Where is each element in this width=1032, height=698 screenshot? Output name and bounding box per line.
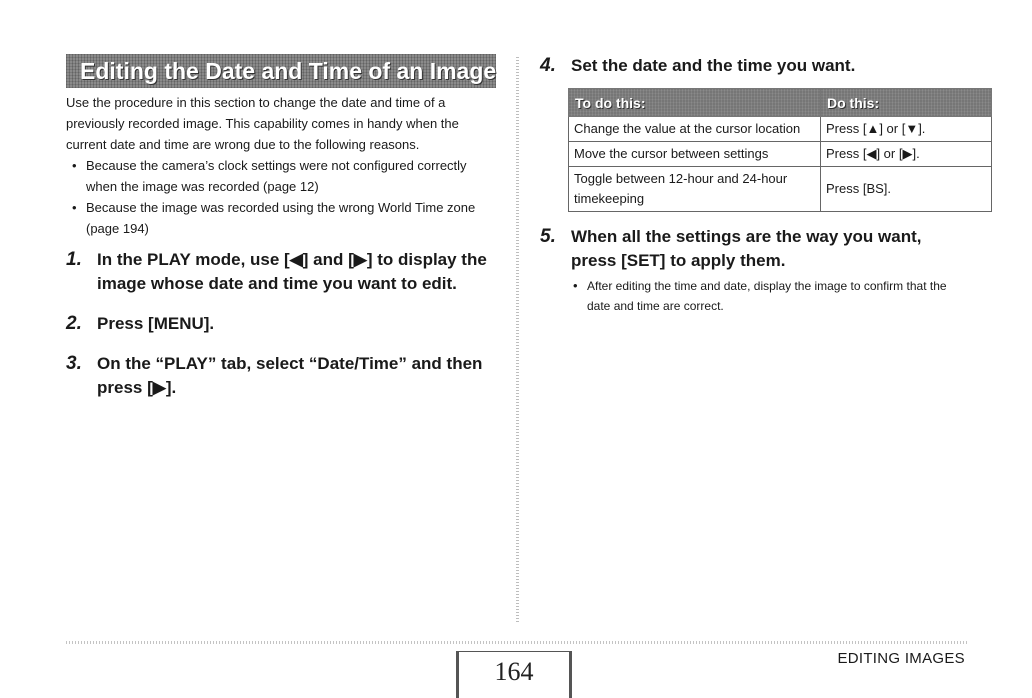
- bullet-icon: •: [72, 200, 77, 215]
- step-number: 1.: [66, 249, 82, 270]
- bullet-icon: •: [72, 158, 77, 173]
- left-column: [66, 54, 496, 400]
- table-cell: Press [▲] or [▼].: [821, 117, 992, 142]
- page-number: 164: [456, 651, 572, 698]
- table-row: [569, 142, 992, 167]
- step-text: On the “PLAY” tab, select “Date/Time” and then press [▶].: [97, 354, 483, 397]
- table-cell: Press [◀] or [▶].: [821, 142, 992, 167]
- right-column: [540, 54, 970, 316]
- footer-rule: [66, 641, 968, 644]
- table-header: To do this:: [569, 89, 821, 117]
- table-header-row: [569, 89, 992, 117]
- operations-table: [568, 88, 992, 212]
- table-cell: Move the cursor between settings: [569, 142, 821, 167]
- step-2: [66, 312, 496, 336]
- step-text: In the PLAY mode, use [◀] and [▶] to display the image whose date and time you want to edit.: [97, 250, 487, 293]
- step-number: 2.: [66, 313, 82, 334]
- step-number: 3.: [66, 353, 82, 374]
- step-number: 4.: [540, 55, 556, 76]
- footer-chapter-label: EDITING IMAGES: [837, 650, 965, 667]
- step-4: [540, 54, 970, 78]
- table-cell: Change the value at the cursor location: [569, 117, 821, 142]
- step-text: Press [MENU].: [97, 314, 215, 333]
- bullet-icon: •: [573, 278, 578, 293]
- table-header: Do this:: [821, 89, 992, 117]
- table-row: [569, 117, 992, 142]
- note-text: After editing the time and date, display the image to confirm that the date and time are correct.: [587, 279, 947, 313]
- step-number: 5.: [540, 226, 556, 247]
- step-text: Set the date and the time you want.: [571, 56, 856, 75]
- step-text: When all the settings are the way you want, press [SET] to apply them.: [571, 227, 922, 270]
- list-item: • Because the camera’s clock settings were not configured correctly when the image was recorded (page 12): [66, 155, 496, 197]
- note-list: [567, 276, 970, 316]
- table-cell: Press [BS].: [821, 167, 992, 212]
- step-5: [540, 225, 970, 273]
- section-title: Editing the Date and Time of an Image: [66, 54, 496, 88]
- column-divider: [516, 56, 519, 622]
- step-3: [66, 352, 496, 400]
- table-cell: Toggle between 12-hour and 24-hour timekeeping: [569, 167, 821, 212]
- intro-paragraph: Use the procedure in this section to change the date and time of a previously recorded image. This capability comes in handy when the current date and time are wrong due to the following reasons.: [66, 95, 459, 152]
- list-item: [567, 276, 970, 316]
- reason-list: [66, 155, 496, 239]
- table-row: [569, 167, 992, 212]
- list-item: • Because the image was recorded using the wrong World Time zone (page 194): [66, 197, 496, 239]
- step-1: [66, 248, 496, 296]
